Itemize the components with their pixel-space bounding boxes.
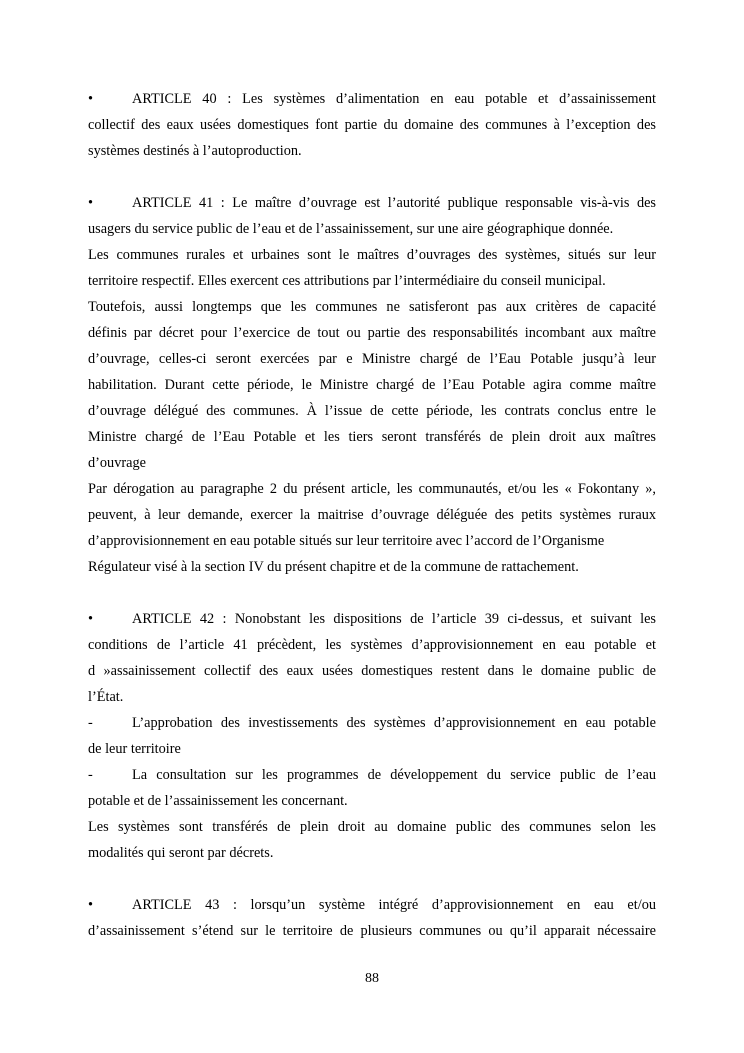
text-line: potable et de l’assainissement les concernant.: [88, 793, 348, 809]
article-43: [88, 892, 656, 944]
text-line: peuvent, à leur demande, exercer la maitrise d’ouvrage déléguée des petits systèmes ruraux: [88, 507, 656, 523]
text-line: habilitation. Durant cette période, le Ministre chargé de l’Eau Potable agira comme maître: [88, 377, 656, 393]
text-line: usagers du service public de l’eau et de l’assainissement, sur une aire géographique donnée.: [88, 221, 614, 237]
bullet: •: [88, 195, 94, 211]
page-number: 88: [365, 971, 379, 986]
article-42-heading-line: [88, 606, 656, 632]
text-line: L’approbation des investissements des systèmes d’approvisionnement en eau potable: [132, 715, 656, 731]
text-line: territoire respectif. Elles exercent ces attributions par l’intermédiaire du conseil municipal.: [88, 273, 606, 289]
text-line: ARTICLE 43 : lorsqu’un système intégré d’approvisionnement en eau et/ou: [132, 897, 656, 913]
text-line: d »assainissement collectif des eaux usées domestiques restent dans le domaine public de: [88, 663, 656, 679]
bullet: •: [88, 897, 94, 913]
text-line: Les systèmes sont transférés de plein droit au domaine public des communes selon les: [88, 819, 656, 835]
bullet: •: [88, 91, 94, 107]
text-line: l’État.: [88, 689, 124, 705]
article-41: [88, 190, 656, 580]
text-line: Les communes rurales et urbaines sont le maîtres d’ouvrages des systèmes, situés sur leur: [88, 247, 656, 263]
article-42: [88, 606, 656, 866]
dash-marker: -: [88, 767, 93, 783]
text-line: modalités qui seront par décrets.: [88, 845, 274, 861]
article-40: [88, 86, 656, 164]
text-line: ARTICLE 42 : Nonobstant les dispositions de l’article 39 ci-dessus, et suivant les: [132, 611, 656, 627]
text-line: conditions de l’article 41 précèdent, les systèmes d’approvisionnement en eau potable et: [88, 637, 656, 653]
text-line: d’ouvrage: [88, 455, 146, 471]
text-line: Par dérogation au paragraphe 2 du présent article, les communautés, et/ou les « Fokontany »,: [88, 481, 656, 497]
text-line: définis par décret pour l’exercice de tout ou partie des responsabilités incombant aux maître: [88, 325, 656, 341]
text-line: ARTICLE 41 : Le maître d’ouvrage est l’autorité publique responsable vis-à-vis des: [132, 195, 656, 211]
bullet: •: [88, 611, 94, 627]
paragraph-gap: [88, 866, 656, 892]
text-line: collectif des eaux usées domestiques font partie du domaine des communes à l’exception des: [88, 117, 656, 133]
dash-item-2: [88, 762, 656, 788]
text-line: ARTICLE 40 : Les systèmes d’alimentation en eau potable et d’assainissement: [132, 91, 656, 107]
article-43-heading-line: [88, 892, 656, 918]
text-line: d’approvisionnement en eau potable situés sur leur territoire avec l’accord de l’Organisme: [88, 533, 605, 549]
text-line: de leur territoire: [88, 741, 181, 757]
text-line: Ministre chargé de l’Eau Potable et les tiers seront transférés de plein droit aux maîtres: [88, 429, 656, 445]
page-body: [88, 86, 656, 944]
text-line: d’assainissement s’étend sur le territoire de plusieurs communes ou qu’il apparait nécessaire: [88, 923, 656, 939]
text-line: d’ouvrage, celles-ci seront exercées par e Ministre chargé de l’Eau Potable jusqu’à leur: [88, 351, 656, 367]
text-line: d’ouvrage délégué des communes. À l’issue de cette période, les contrats conclus entre le: [88, 403, 656, 419]
text-line: systèmes destinés à l’autoproduction.: [88, 143, 302, 159]
dash-marker: -: [88, 715, 93, 731]
text-line: Régulateur visé à la section IV du présent chapitre et de la commune de rattachement.: [88, 559, 579, 575]
paragraph-gap: [88, 580, 656, 606]
article-40-heading-line: [88, 86, 656, 112]
paragraph-gap: [88, 164, 656, 190]
text-line: La consultation sur les programmes de développement du service public de l’eau: [132, 767, 656, 783]
article-41-heading-line: [88, 190, 656, 216]
text-line: Toutefois, aussi longtemps que les communes ne satisferont pas aux critères de capacité: [88, 299, 656, 315]
dash-item-1: [88, 710, 656, 736]
